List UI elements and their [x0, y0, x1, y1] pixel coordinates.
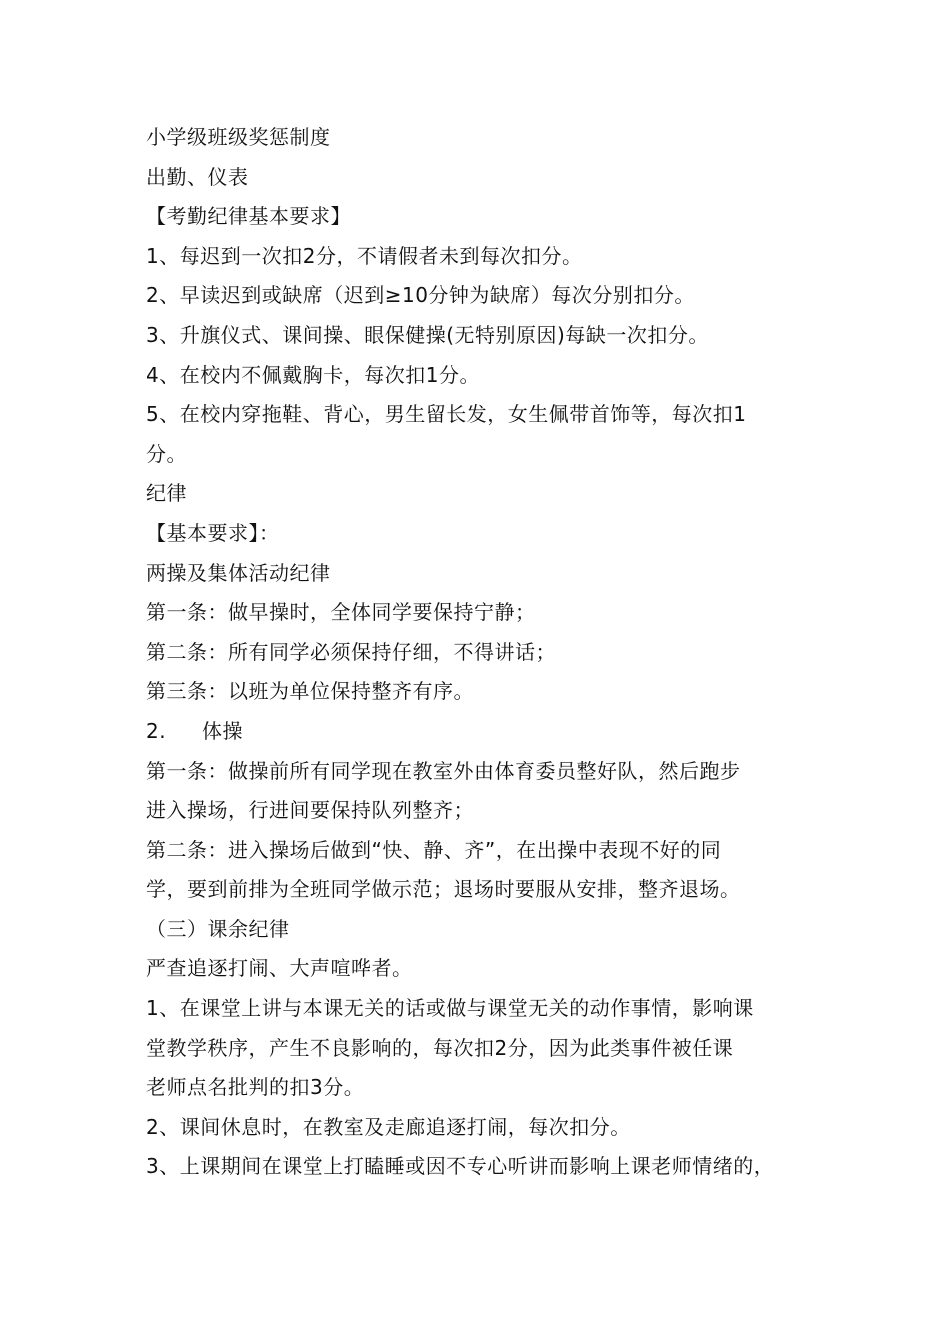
rule-item-1: 1、每迟到一次扣2分，不请假者未到每次扣分。 [146, 243, 583, 268]
rule-item-5-continued: 分。 [146, 441, 187, 466]
gym-article-2: 第二条：进入操场后做到“快、静、齐”，在出操中表现不好的同 [146, 837, 722, 862]
document-title: 小学级班级奖惩制度 [146, 125, 331, 149]
heading-basic-requirements: 【基本要求】： [146, 520, 280, 545]
rule-item-4: 4、在校内不佩戴胸卡，每次扣1分。 [146, 362, 480, 387]
heading-group-activities: 两操及集体活动纪律 [146, 560, 331, 585]
rule-item-5: 5、在校内穿拖鞋、背心，男生留长发，女生佩带首饰等，每次扣1 [146, 402, 747, 427]
heading-attendance-requirements: 【考勤纪律基本要求】 [146, 204, 351, 229]
gym-article-1: 第一条：做操前所有同学现在教室外由体育委员整好队，然后跑步 [146, 758, 741, 783]
after-class-intro: 严查追逐打闹、大声喧哗者。 [146, 956, 413, 981]
rule-item-3: 3、升旗仪式、课间操、眼保健操(无特别原因)每缺一次扣分。 [146, 322, 709, 347]
after-class-item-1-continued: 堂教学秩序，产生不良影响的，每次扣2分，因为此类事件被任课 [146, 1035, 734, 1060]
after-class-item-3: 3、上课期间在课堂上打瞌睡或因不专心听讲而影响上课老师情绪的， [146, 1154, 775, 1179]
gym-article-2-continued: 学，要到前排为全班同学做示范；退场时要服从安排，整齐退场。 [146, 877, 741, 902]
rule-item-2: 2、早读迟到或缺席（迟到≥10分钟为缺席）每次分别扣分。 [146, 283, 695, 308]
after-class-item-1: 1、在课堂上讲与本课无关的话或做与课堂无关的动作事情，影响课 [146, 996, 754, 1021]
after-class-item-1-end: 老师点名批判的扣3分。 [146, 1075, 365, 1100]
after-class-item-2: 2、课间休息时，在教室及走廊追逐打闹，每次扣分。 [146, 1114, 631, 1139]
heading-attendance: 出勤、仪表 [146, 164, 249, 189]
section-number: 2. [146, 718, 167, 743]
article-2: 第二条：所有同学必须保持仔细，不得讲话； [146, 639, 556, 664]
article-3: 第三条：以班为单位保持整齐有序。 [146, 679, 474, 704]
heading-discipline: 纪律 [146, 481, 187, 506]
section-gymnastics [146, 712, 826, 752]
section-label: 体操 [202, 718, 243, 743]
heading-after-class-discipline: （三）课余纪律 [146, 916, 290, 941]
article-1: 第一条：做早操时，全体同学要保持宁静； [146, 600, 536, 625]
document-body [146, 118, 826, 1187]
gym-article-1-continued: 进入操场，行进间要保持队列整齐； [146, 798, 474, 823]
